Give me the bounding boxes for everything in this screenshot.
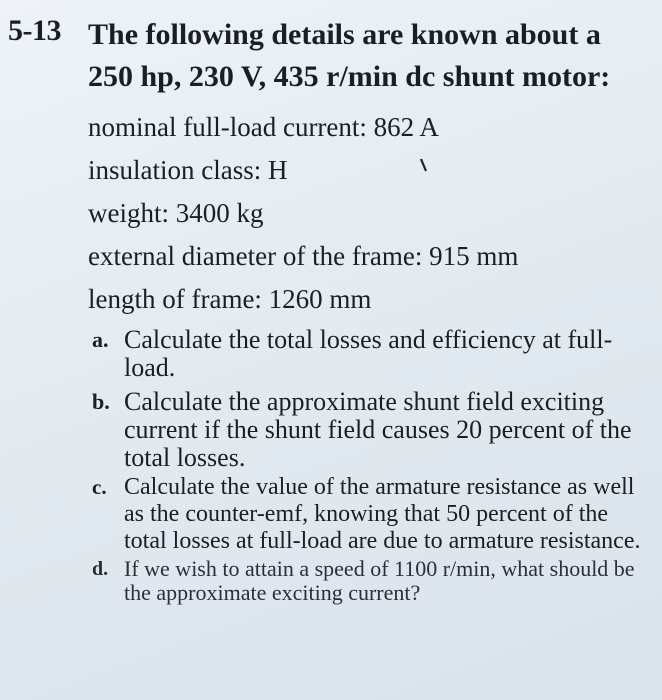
spec-frame-length: length of frame: 1260 mm (88, 284, 372, 314)
problem-title-line-2: 250 hp, 230 V, 435 r/min dc shunt motor: (88, 60, 611, 93)
problem-statement (88, 14, 653, 98)
part-c-text: Calculate the value of the armature resistance as well as the counter-emf, knowing that 50 percent of the total losses at full-load are due to armature resistance. (124, 474, 641, 554)
question-part-c (92, 474, 652, 555)
part-c-letter: c. (92, 475, 107, 499)
part-d-text: If we wish to attain a speed of 1100 r/min, what should be the approximate exciting current? (124, 556, 635, 605)
spec-frame-diameter: external diameter of the frame: 915 mm (88, 241, 519, 271)
part-a-letter: a. (92, 327, 109, 352)
part-d-letter: d. (92, 558, 109, 580)
motor-specifications (88, 106, 518, 321)
problem-title-line-1: The following details are known about a (88, 18, 601, 51)
part-b-letter: b. (92, 389, 110, 414)
question-part-b (92, 388, 652, 472)
question-part-d (92, 557, 652, 605)
part-b-text: Calculate the approximate shunt field exciting current if the shunt field causes 20 percent of the total losses. (124, 387, 632, 472)
spec-weight: weight: 3400 kg (88, 198, 264, 228)
problem-number: 5-13 (8, 14, 61, 47)
question-parts (92, 326, 652, 605)
pen-tick-mark (420, 158, 428, 172)
question-part-a (92, 326, 652, 382)
part-a-text: Calculate the total losses and efficiency at full-load. (124, 325, 613, 382)
spec-full-load-current: nominal full-load current: 862 A (88, 112, 439, 142)
spec-insulation-class: insulation class: H (88, 155, 288, 185)
